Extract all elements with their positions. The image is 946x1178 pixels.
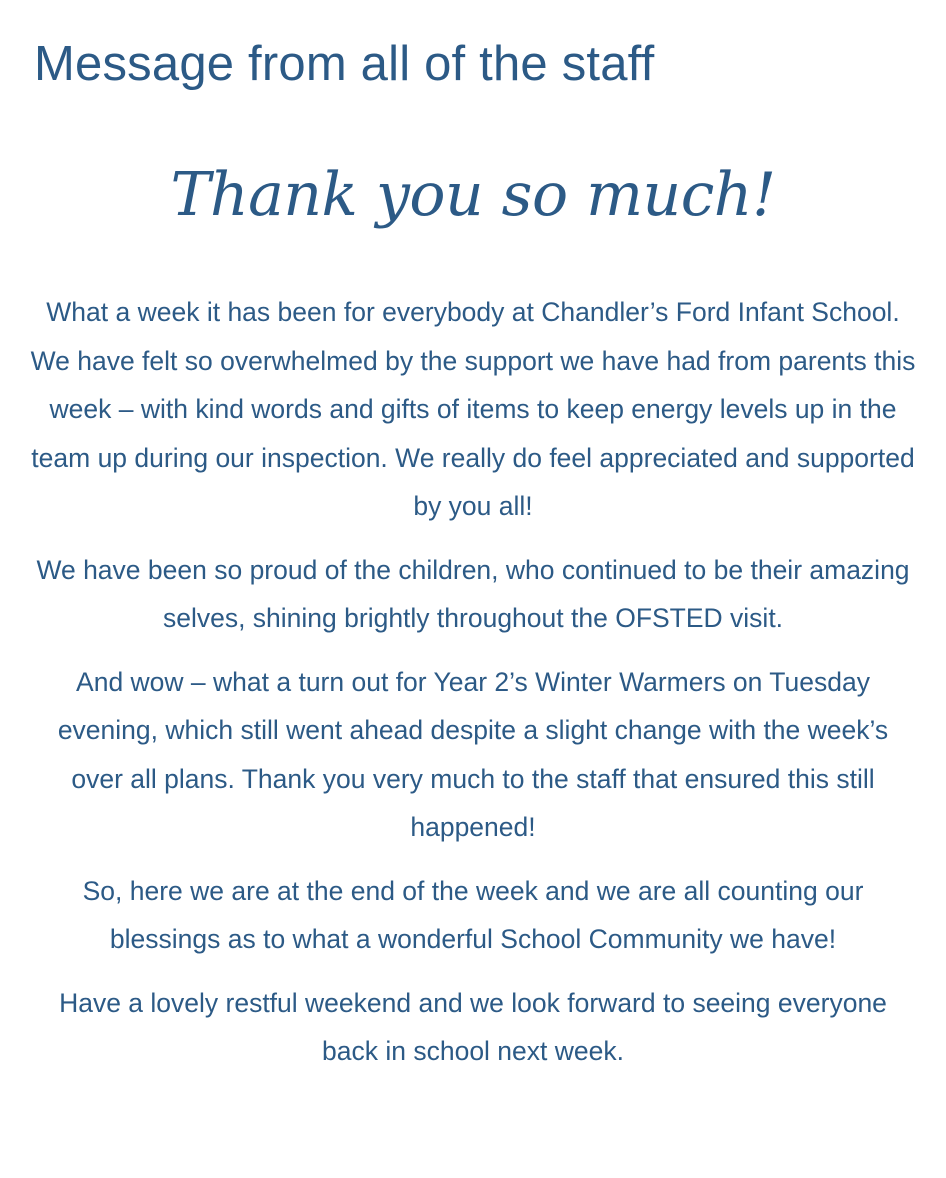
thank-you-headline: Thank you so much!: [170, 160, 776, 230]
paragraph-week-summary: What a week it has been for everybody at Chandler’s Ford Infant School. We have felt so overwhelmed by the support we have had from parents this week – with kind words and gifts of items to keep energy levels up in the team up during our inspection. We really do feel appreciated and supported by you all!: [30, 297, 916, 521]
message-body: [30, 288, 916, 1076]
paragraph-community: So, here we are at the end of the week and we are all counting our blessings as to what a wonderful School Community we have!: [82, 875, 864, 954]
paragraph-weekend: Have a lovely restful weekend and we look forward to seeing everyone back in school next week.: [59, 987, 887, 1066]
paragraph-winter-warmers: And wow – what a turn out for Year 2’s Winter Warmers on Tuesday evening, which still went ahead despite a slight change with the week’s over all plans. Thank you very much to the staff that ensured this still happened!: [57, 666, 889, 842]
paragraph-children: We have been so proud of the children, who continued to be their amazing selves, shining brightly throughout the OFSTED visit.: [36, 554, 910, 633]
page-title: Message from all of the staff: [34, 37, 655, 91]
